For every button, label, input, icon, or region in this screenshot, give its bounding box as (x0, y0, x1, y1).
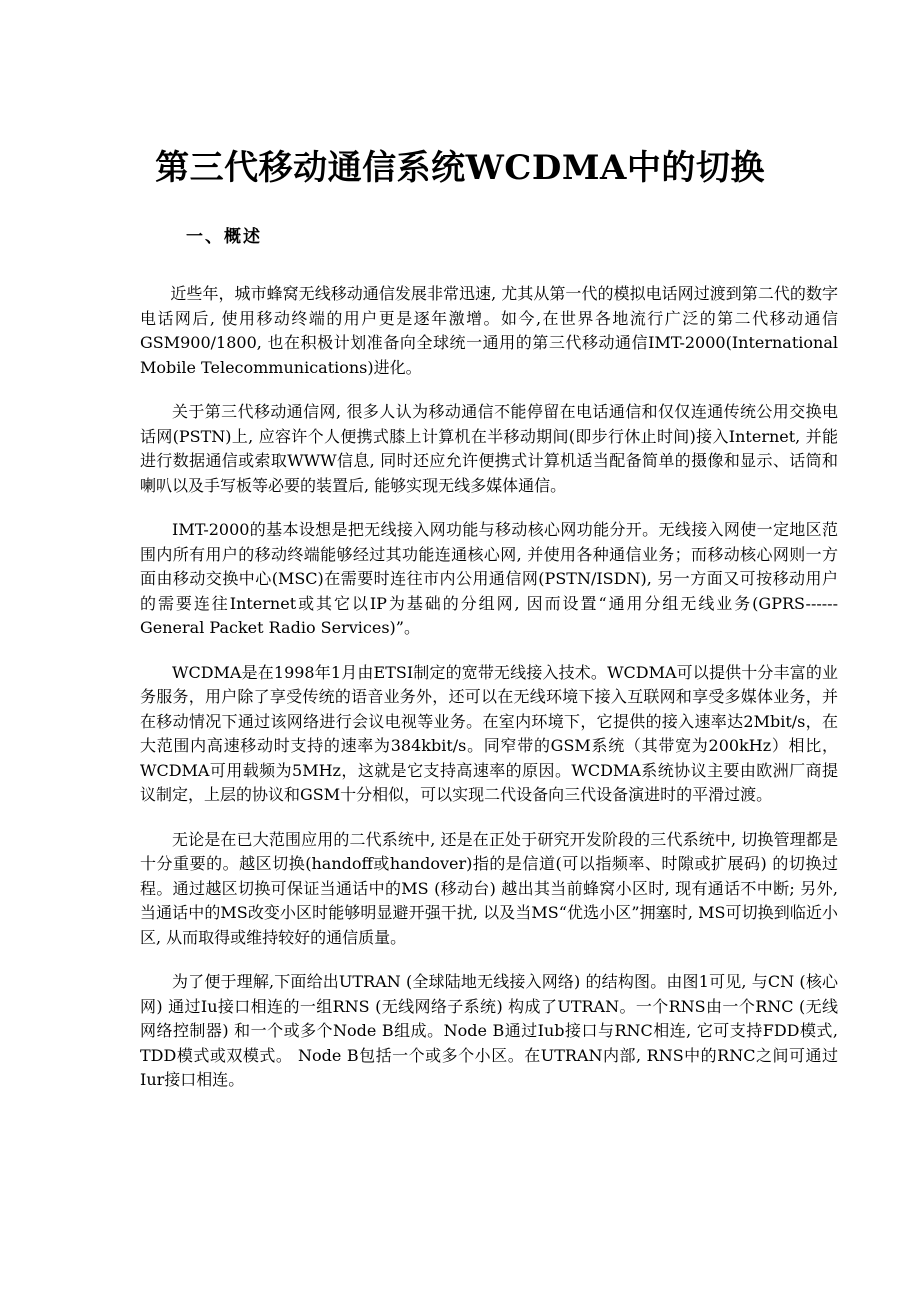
body-text (140, 282, 838, 1113)
paragraph: 为了便于理解,下面给出UTRAN (全球陆地无线接入网络) 的结构图。由图1可见, 与CN (核心网) 通过Iu接口相连的一组RNS (无线网络子系统) 构成了UTRAN。一个RNS由一个RNC (无线网络控制器) 和一个或多个Node B组成。Node B通过Iub接口与RNC相连, 它可支持FDD模式, TDD模式或双模式。 Node B包括一个或多个小区。在UTRAN内部, RNS中的RNC之间可通过Iur接口相连。 (140, 972, 838, 1089)
paragraph: 关于第三代移动通信网, 很多人认为移动通信不能停留在电话通信和仅仅连通传统公用交换电话网(PSTN)上, 应容许个人便携式膝上计算机在半移动期间(即步行休止时间)接入Internet, 并能进行数据通信或索取WWW信息, 同时还应允许便携式计算机适当配备简单的摄像和显示、话筒和喇叭以及手写板等必要的装置后, 能够实现无线多媒体通信。 (140, 402, 838, 495)
paragraph: 近些年，城市蜂窝无线移动通信发展非常迅速, 尤其从第一代的模拟电话网过渡到第二代的数字电话网后, 使用移动终端的用户更是逐年激增。如今,在世界各地流行广泛的第二代移动通信GSM900/1800, 也在积极计划准备向全球统一通用的第三代移动通信IMT-2000(International Mobile Telecommunications)进化。 (140, 284, 838, 377)
paragraph: 无论是在已大范围应用的二代系统中, 还是在正处于研究开发阶段的三代系统中, 切换管理都是十分重要的。越区切换(handoff或handover)指的是信道(可以指频率、时隙或扩展码) 的切换过程。通过越区切换可保证当通话中的MS (移动台) 越出其当前蜂窝小区时, 现有通话不中断; 另外, 当通话中的MS改变小区时能够明显避开强干扰, 以及当MS“优选小区”拥塞时, MS可切换到临近小区, 从而取得或维持较好的通信质量。 (140, 829, 838, 947)
paragraph: WCDMA是在1998年1月由ETSI制定的宽带无线接入技术。WCDMA可以提供十分丰富的业务服务，用户除了享受传统的语音业务外，还可以在无线环境下接入互联网和享受多媒体业务，并在移动情况下通过该网络进行会议电视等业务。在室内环境下，它提供的接入速率达2Mbit/s，在大范围内高速移动时支持的速率为384kbit/s。同窄带的GSM系统（其带宽为200kHz）相比，WCDMA可用载频为5MHz，这就是它支持高速率的原因。WCDMA系统协议主要由欧洲厂商提议制定，上层的协议和GSM十分相似，可以实现二代设备向三代设备演进时的平滑过渡。 (140, 662, 838, 804)
paragraph: IMT-2000的基本设想是把无线接入网功能与移动核心网功能分开。无线接入网使一定地区范围内所有用户的移动终端能够经过其功能连通核心网, 并使用各种通信业务；而移动核心网则一方面由移动交换中心(MSC)在需要时连往市内公用通信网(PSTN/ISDN), 另一方面又可按移动用户的需要连往Internet或其它以IP为基础的分组网, 因而设置“通用分组无线业务(GPRS------General Packet Radio Services)”。 (140, 520, 838, 637)
section-heading: 一、概述 (186, 227, 262, 247)
document-title: 第三代移动通信系统WCDMA中的切换 (155, 148, 765, 188)
